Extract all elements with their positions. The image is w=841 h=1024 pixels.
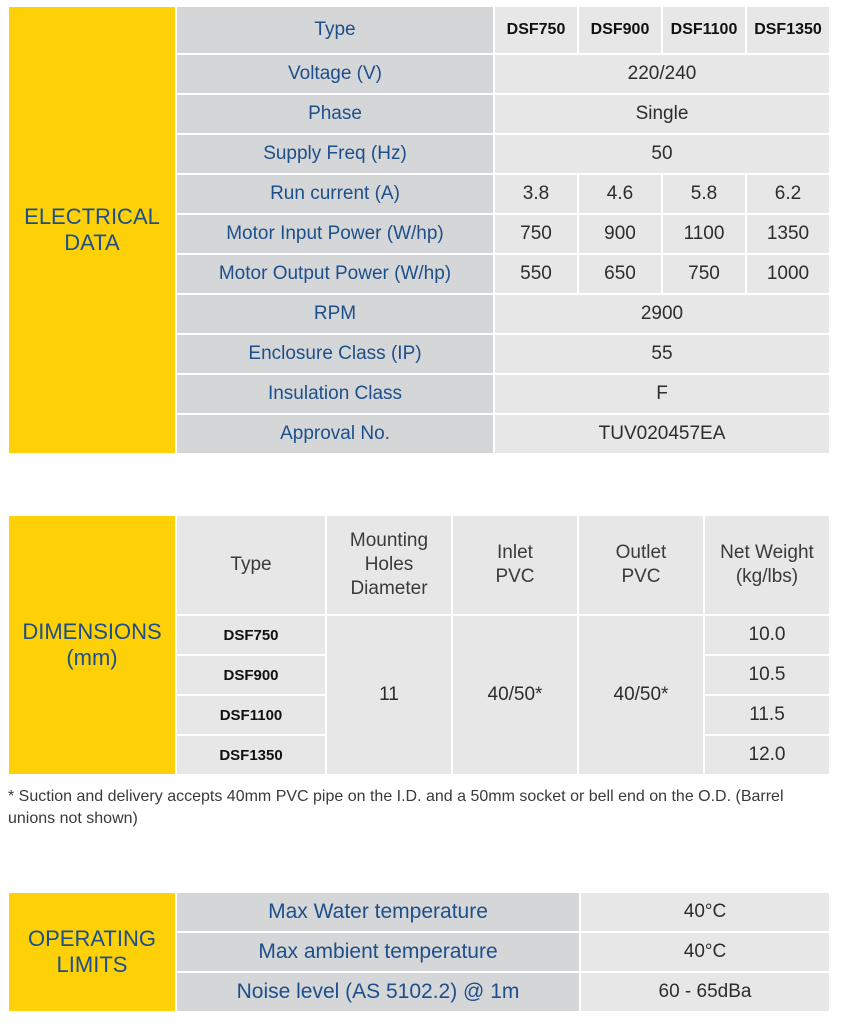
run-current-label: Run current (A)	[177, 175, 493, 213]
dim-outlet-value: 40/50*	[579, 616, 703, 774]
operating-section-label	[9, 893, 175, 1011]
op-row-label: Max ambient temperature	[177, 933, 579, 971]
model-header: DSF900	[579, 7, 661, 53]
dim-weight-value: 11.5	[705, 696, 829, 734]
type-header: Type	[177, 7, 493, 53]
operating-title: OPERATING LIMITS	[28, 926, 156, 977]
operating-limits-table	[9, 893, 829, 1011]
output-power-value: 750	[663, 255, 745, 293]
op-row-value: 40°C	[581, 893, 829, 931]
rpm-label: RPM	[177, 295, 493, 333]
op-row-label: Noise level (AS 5102.2) @ 1m	[177, 973, 579, 1011]
dimensions-section-label	[9, 516, 175, 774]
op-row-value: 60 - 65dBa	[581, 973, 829, 1011]
voltage-label: Voltage (V)	[177, 55, 493, 93]
output-power-label: Motor Output Power (W/hp)	[177, 255, 493, 293]
phase-value: Single	[495, 95, 829, 133]
dim-weight-value: 10.5	[705, 656, 829, 694]
run-current-value: 6.2	[747, 175, 829, 213]
dim-mounting-value: 11	[327, 616, 451, 774]
dim-outlet-header: Outlet PVC	[579, 516, 703, 614]
supply-freq-label: Supply Freq (Hz)	[177, 135, 493, 173]
supply-freq-value: 50	[495, 135, 829, 173]
input-power-value: 900	[579, 215, 661, 253]
dim-weight-value: 10.0	[705, 616, 829, 654]
input-power-value: 1100	[663, 215, 745, 253]
dim-model: DSF750	[177, 616, 325, 654]
electrical-section-label	[9, 7, 175, 453]
model-header: DSF1350	[747, 7, 829, 53]
input-power-value: 750	[495, 215, 577, 253]
input-power-label: Motor Input Power (W/hp)	[177, 215, 493, 253]
insulation-label: Insulation Class	[177, 375, 493, 413]
enclosure-label: Enclosure Class (IP)	[177, 335, 493, 373]
run-current-value: 5.8	[663, 175, 745, 213]
dim-inlet-header: Inlet PVC	[453, 516, 577, 614]
dim-type-header: Type	[177, 516, 325, 614]
dimensions-title: DIMENSIONS (mm)	[22, 619, 162, 670]
approval-label: Approval No.	[177, 415, 493, 453]
dimensions-table	[9, 516, 829, 774]
footnote: * Suction and delivery accepts 40mm PVC pipe on the I.D. and a 50mm socket or bell end on the O.D. (Barrel unions not shown)	[8, 788, 784, 827]
electrical-title: ELECTRICAL DATA	[24, 204, 160, 255]
phase-label: Phase	[177, 95, 493, 133]
enclosure-value: 55	[495, 335, 829, 373]
output-power-value: 550	[495, 255, 577, 293]
dim-weight-header: Net Weight (kg/lbs)	[705, 516, 829, 614]
model-header: DSF1100	[663, 7, 745, 53]
insulation-value: F	[495, 375, 829, 413]
model-header: DSF750	[495, 7, 577, 53]
rpm-value: 2900	[495, 295, 829, 333]
op-row-value: 40°C	[581, 933, 829, 971]
output-power-value: 1000	[747, 255, 829, 293]
run-current-value: 4.6	[579, 175, 661, 213]
output-power-value: 650	[579, 255, 661, 293]
dim-weight-value: 12.0	[705, 736, 829, 774]
input-power-value: 1350	[747, 215, 829, 253]
dim-model: DSF1350	[177, 736, 325, 774]
op-row-label: Max Water temperature	[177, 893, 579, 931]
approval-value: TUV020457EA	[495, 415, 829, 453]
run-current-value: 3.8	[495, 175, 577, 213]
electrical-data-table	[9, 7, 829, 453]
dim-mounting-header: Mounting Holes Diameter	[327, 516, 451, 614]
voltage-value: 220/240	[495, 55, 829, 93]
dim-model: DSF900	[177, 656, 325, 694]
dim-model: DSF1100	[177, 696, 325, 734]
dim-inlet-value: 40/50*	[453, 616, 577, 774]
